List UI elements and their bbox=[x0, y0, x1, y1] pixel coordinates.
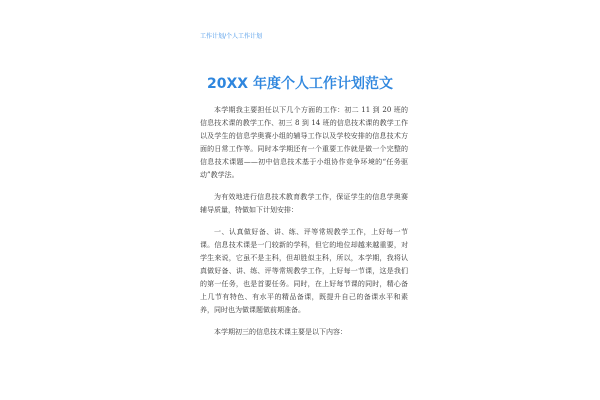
breadcrumb-link-work-plan[interactable]: 工作计划 bbox=[200, 33, 225, 40]
paragraph-3: 一、认真做好备、讲、练、评等常规教学工作，上好每一节课。信息技术课是一门较新的学科，但它的地位却越来越重要，对学生来说，它虽不是主科，但却胜似主科，所以，本学期，我将认真做好备、讲、练、评等常规教学工作，上好每一节课，这是我们的第一任务，也是首要任务。同时，在上好每节课的同时，精心备上几节有特色、有水平的精品备课，既提升自己的备课水平和素养，同时也为做课题做前期准备。 bbox=[200, 228, 408, 314]
paragraph-2: 为有效地进行信息技术教育教学工作，保证学生的信息学奥赛辅导质量，特做如下计划安排： bbox=[200, 193, 408, 214]
paragraph-1: 本学期我主要担任以下几个方面的工作：初二 11 到 20 班的信息技术课的教学工作、初三 8 到 14 班的信息技术课的教学工作以及学生的信息学奥赛小组的辅导工作以及学校安排的信息技术方面的日常工作等。同时本学期还有一个重要工作就是做一个完整的信息技术课题——初中信息技术基于小组协作竞争环境的“任务驱动”教学法。 bbox=[200, 106, 408, 179]
page-title: 20XX 年度个人工作计划范文 bbox=[207, 76, 393, 93]
paragraph-4: 本学期初三的信息技术课主要是以下内容： bbox=[214, 328, 347, 336]
breadcrumb bbox=[200, 33, 262, 41]
breadcrumb-separator: / bbox=[224, 33, 227, 40]
document-body bbox=[200, 104, 408, 348]
breadcrumb-link-personal-work-plan[interactable]: 个人工作计划 bbox=[226, 33, 263, 40]
